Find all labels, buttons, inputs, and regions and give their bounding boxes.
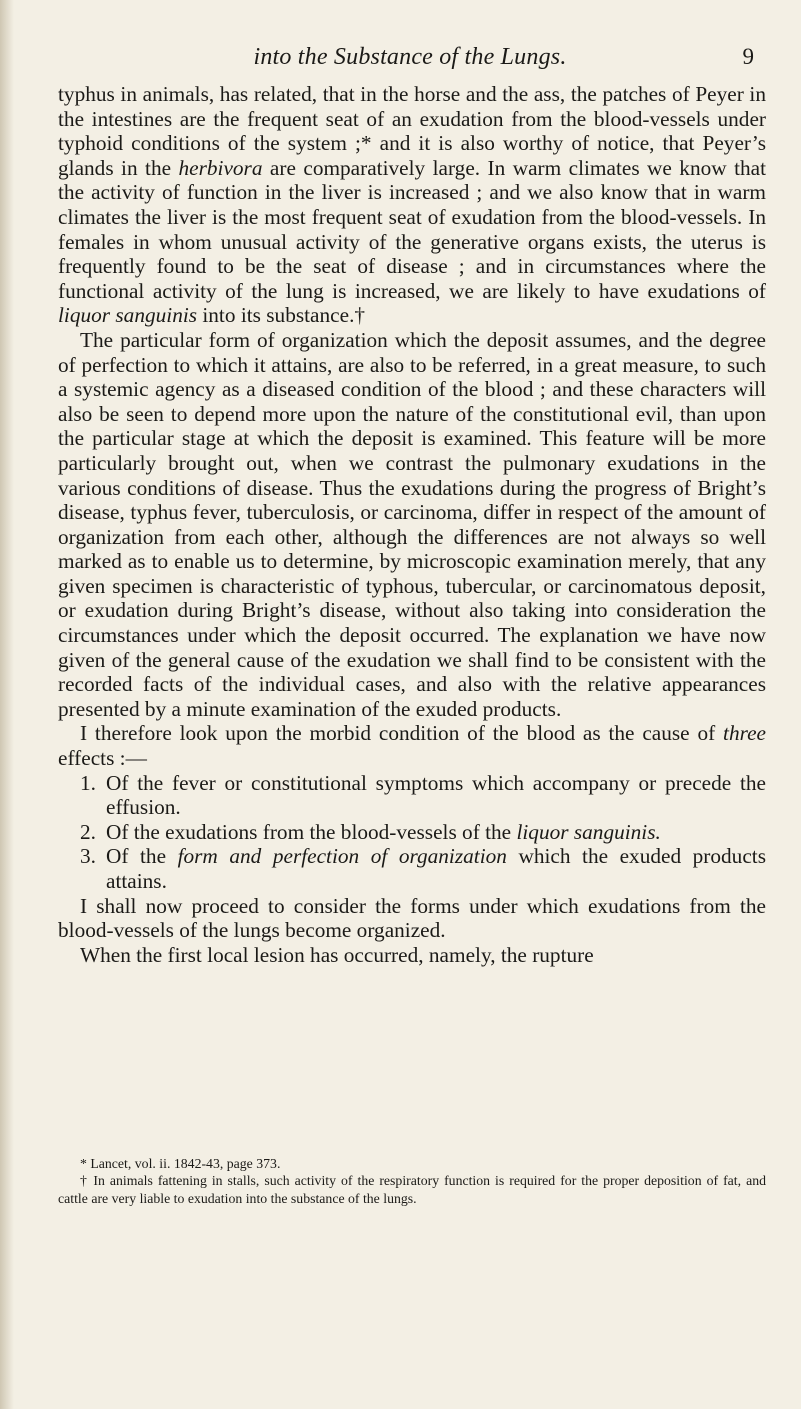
italic-text: herbivora (178, 155, 263, 180)
footnote: † In animals fattening in stalls, such activity of the respiratory function is required for the proper deposition of fat, and cattle are very liable to exudation into the substance of the lungs. (58, 1173, 766, 1206)
list-item (58, 820, 766, 845)
footnotes (58, 1155, 766, 1207)
text-run: which the exuded products attains. (106, 844, 766, 893)
text-run: Of the fever or constitutional symptoms which accompany or precede the effusion. (106, 770, 766, 820)
closing-paragraphs (58, 894, 766, 968)
text-run: When the first local lesion has occurred, namely, the rupture (80, 942, 594, 967)
paragraph (58, 328, 766, 722)
text-run: The particular form of organization which the deposit assumes, and the degree of perfection to which it attains, are also to be referred, in a great measure, to such a systemic agency as a diseased condition of the blood ; and these characters will also be seen to depend more upon the nature of the constitutional evil, than upon the particular stage at which the deposit is examined. This feature will be more particularly brought out, when we contrast the pulmonary exudations in the various conditions of disease. Thus the exudations during the progress of Bright’s disease, typhus fever, tuberculosis, or carcinoma, differ in respect of the amount of organization from each other, although the differences are not always so well marked as to enable us to determine, by microscopic examination merely, that any given specimen is characteristic of typhous, tubercular, or carcinomatous deposit, or exudation during Bright’s disease, without also taking into consideration the circumstances under which the deposit occurred. The explanation we have now given of the general cause of the exudation we shall find to be consistent with the recorded facts of the individual cases, and also with the relative appearances presented by a minute examination of the exuded products. (58, 327, 766, 721)
list-item-number: 3. (80, 844, 96, 869)
body-text (58, 82, 766, 967)
text-run: typhus in animals, has related, that in the horse and the ass, the patches of Peyer in the intestines are the frequent seat of an exudation from the blood-vessels under typhoid conditions of the system ;* and it is also worthy of notice, that Peyer’s glands in the (58, 82, 766, 180)
text-run: I shall now proceed to consider the forms under which exudations from the blood-vessels of the lungs become organized. (58, 893, 766, 943)
page-header (60, 44, 760, 78)
paragraphs (58, 82, 766, 771)
italic-text: liquor sanguinis. (516, 819, 661, 844)
list-item-number: 1. (80, 770, 96, 795)
page-edge-shadow (0, 0, 14, 1409)
paragraph (58, 721, 766, 770)
text-run: effects :— (58, 746, 147, 771)
italic-text: form and perfection of organization (177, 844, 507, 869)
list-item-number: 2. (80, 819, 96, 844)
italic-text: three (723, 721, 766, 746)
running-head: into the Substance of the Lungs. (253, 44, 567, 70)
text-run: Of the exudations from the blood-vessels of the (106, 819, 517, 844)
paragraph (58, 943, 766, 968)
text-run: into its substance.† (197, 303, 366, 328)
list-item (58, 844, 766, 893)
page-number: 9 (742, 44, 754, 69)
footnote: * Lancet, vol. ii. 1842-43, page 373. (80, 1156, 281, 1171)
text-run: I therefore look upon the morbid condition of the blood as the cause of (80, 721, 724, 746)
italic-text: liquor sanguinis (58, 303, 198, 328)
text-run: Of the (106, 844, 178, 869)
numbered-list (58, 771, 766, 894)
paragraph (58, 894, 766, 943)
paragraph (58, 82, 766, 328)
text-run: are comparatively large. In warm climates we know that the activity of function in the liver is increased ; and we also know that in warm climates the liver is the most frequent seat of exudation from the blood-vessels. In females in whom unusual activity of the generative organs exists, the uterus is frequently found to be the seat of disease ; and in circumstances where the functional activity of the lung is increased, we are likely to have exudations of (58, 155, 766, 303)
list-item (58, 771, 766, 820)
